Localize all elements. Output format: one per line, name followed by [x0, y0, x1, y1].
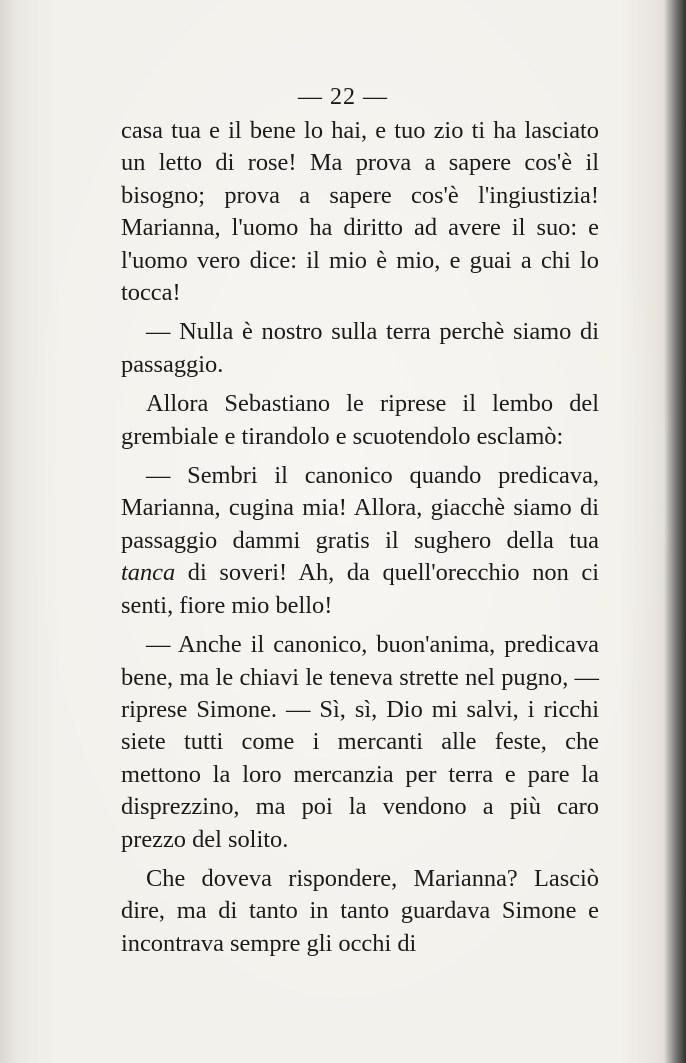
paragraph-2: — Nulla è nostro sulla terra perchè siamo di passaggio. — [121, 318, 599, 378]
page-edge-shadow — [664, 0, 686, 1063]
body-text — [121, 115, 599, 967]
paragraph-5: — Anche il canonico, buon'anima, predicava bene, ma le chiavi le teneva strette nel pugno, — riprese Simone. — Sì, sì, Dio mi salvi, i ricchi siete tutti come i mercanti alle feste, che mettono la loro mercanzia per terra e pare la disprezzino, ma poi la vendono a più caro prezzo del solito. — [121, 631, 599, 853]
paragraph-4-text-end: di soveri! Ah, da quell'orecchio non ci senti, fiore mio bello! — [121, 559, 599, 619]
paragraph-4 — [121, 460, 599, 622]
paragraph-1: casa tua e il bene lo hai, e tuo zio ti ha lasciato un letto di rose! Ma prova a sapere cos'è il bisogno; prova a sapere cos'è l'ingiustizia! Marianna, l'uomo ha diritto ad avere il suo: e l'uomo vero dice: il mio è mio, e guai a chi lo tocca! — [121, 117, 599, 307]
italic-word-tanca: tanca — [121, 559, 176, 587]
page-number: — 22 — — [298, 84, 388, 110]
paragraph-3: Allora Sebastiano le riprese il lembo del grembiale e tirandolo e scuotendolo esclamò: — [121, 390, 599, 450]
paragraph-6: Che doveva rispondere, Marianna? Lasciò dire, ma di tanto in tanto guardava Simone e incontrava sempre gli occhi di — [121, 864, 599, 957]
paragraph-4-text-start: — Sembri il canonico quando predicava, Marianna, cugina mia! Allora, giacchè siamo di passaggio dammi gratis il sughero della tua — [121, 462, 599, 554]
